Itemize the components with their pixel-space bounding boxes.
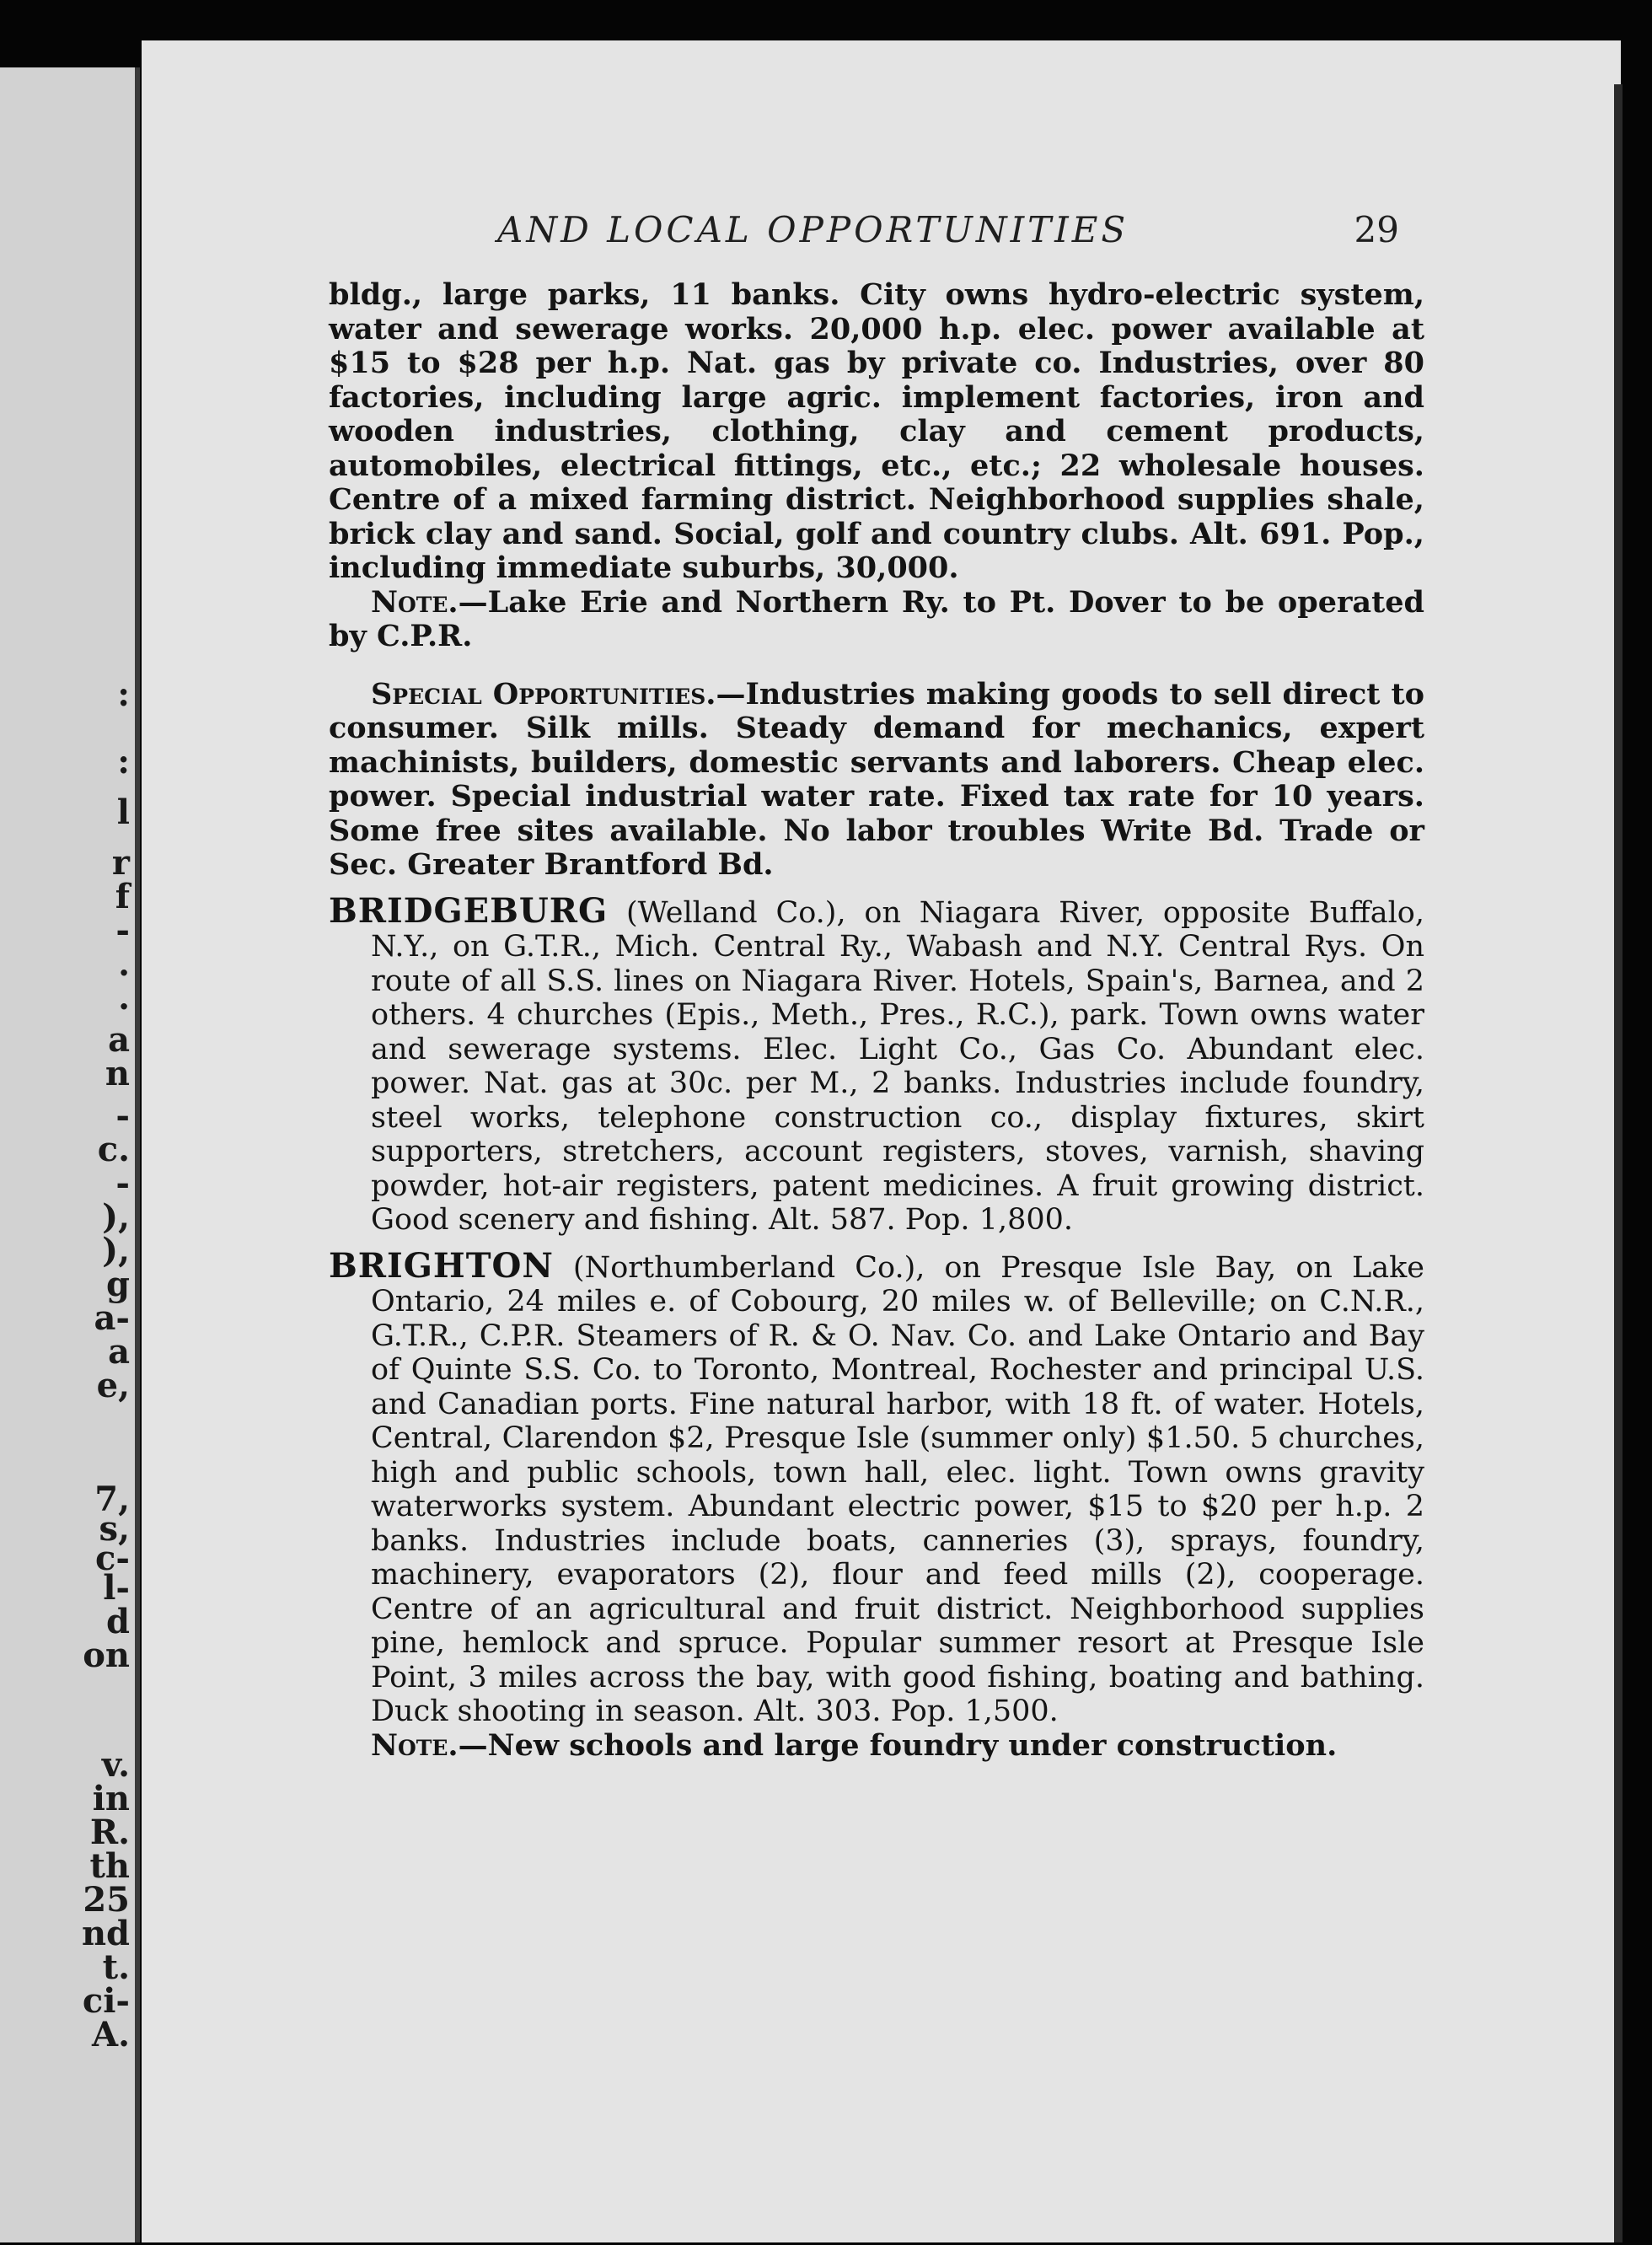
facing-page-fragment: l: [116, 792, 130, 832]
note-paragraph-2: [329, 1729, 1424, 1764]
facing-page-fragments: [0, 0, 135, 2245]
facing-page-fragment: -: [115, 1096, 130, 1136]
facing-page-fragment: R.: [89, 1813, 130, 1852]
facing-page-fragment: A.: [92, 2015, 130, 2054]
facing-page-fragment: -: [115, 1163, 130, 1203]
facing-page-fragment: -: [115, 910, 130, 950]
facing-page-fragment: th: [89, 1846, 130, 1886]
facing-page-fragment: g: [106, 1265, 130, 1304]
facing-page-fragment: nd: [81, 1914, 130, 1953]
note-label: Note.: [371, 584, 459, 620]
facing-page-fragment: :: [117, 674, 130, 714]
note-paragraph: [329, 586, 1424, 654]
facing-page-fragment: t.: [102, 1947, 130, 1987]
facing-page-fragment: a: [108, 1332, 130, 1372]
facing-page-fragment: e,: [96, 1366, 130, 1405]
page-body: [329, 278, 1424, 1763]
facing-page-fragment: ci-: [82, 1981, 130, 2021]
facing-page-fragment: d: [106, 1602, 130, 1641]
facing-page-fragment: a: [108, 1020, 130, 1060]
facing-page-fragment: .: [118, 978, 130, 1018]
facing-page-fragment: s,: [99, 1509, 130, 1549]
facing-page-fragment: on: [83, 1635, 130, 1675]
facing-page-fragment: 7,: [94, 1480, 130, 1519]
facing-page-fragment: n: [105, 1054, 130, 1093]
binding-fold: [135, 67, 140, 2242]
page-header: [371, 209, 1399, 260]
town-description: on Presque Isle Bay, on Lake Ontario, 24 miles e. of Cobourg, 20 miles w. of Belleville; on C.N.R., G.T.R., C.P.R. Steamers of R. & O. Nav. Co. and Lake Ontario and Bay of Quinte S.S. Co. to Toronto, Montreal, Rochester and principal U.S. and Canadian ports. Fine natural harbor, with 18 ft. of water. Hotels, Central, Clarendon $2, Presque Isle (summer only) $1.50. 5 churches, high and public schools, town hall, elec. light. Town owns gravity waterworks system. Abundant electric power, $15 to $20 per h.p. 2 banks. Industries include boats, canneries (3), sprays, foundry, machinery, evaporators (2), flour and feed mills (2), cooperage. Centre of an agricultural and fruit district. Neighborhood supplies pine, hemlock and spruce. Popular summer resort at Presque Isle Point, 3 miles across the bay, with good fishing, boating and bathing. Duck shooting in season. Alt. 303. Pop. 1,500.: [371, 1250, 1425, 1728]
running-head: AND LOCAL OPPORTUNITIES: [497, 209, 1129, 250]
facing-page-fragment: .: [118, 944, 130, 984]
facing-page-fragment: r: [111, 843, 130, 883]
facing-page-fragment: 25: [83, 1880, 130, 1920]
town-entry-brighton: [329, 1245, 1425, 1729]
facing-page-fragment: l-: [103, 1568, 130, 1608]
facing-page-fragment: ),: [102, 1231, 130, 1270]
note-label: Note.: [371, 1727, 459, 1763]
town-description: on Niagara River, opposite Buffalo, N.Y., on G.T.R., Mich. Central Ry., Wabash and N.Y. Central Rys. On route of all S.S. lines on Niagara River. Hotels, Spain's, Barnea, and 2 others. 4 churches (Epis., Meth., Pres., R.C.), park. Town owns water and sewerage systems. Elec. Light Co., Gas Co. Abundant elec. power. Nat. gas at 30c. per M., 2 banks. Industries include foundry, steel works, telephone construction co., display fixtures, skirt supporters, stretchers, account registers, stoves, varnish, shaving powder, hot-air registers, patent medicines. A fruit growing district. Good scenery and fishing. Alt. 587. Pop. 1,800.: [371, 895, 1424, 1237]
town-entry-bridgeburg: [329, 890, 1424, 1238]
facing-page-fragment: a-: [94, 1298, 130, 1338]
facing-page-fragment: f: [115, 877, 130, 916]
town-county: (Northumberland Co.),: [553, 1250, 925, 1285]
page-edge-shadow: [1614, 84, 1622, 2242]
special-opportunities-paragraph: [329, 678, 1424, 883]
note-text: —Lake Erie and Northern Ry. to Pt. Dover to be operated by C.P.R.: [329, 584, 1424, 653]
town-name: BRIGHTON: [329, 1245, 554, 1286]
town-county: (Welland Co.),: [608, 895, 846, 930]
facing-page-fragment: :: [117, 742, 130, 781]
special-opportunities-text: —Industries making goods to sell direct to consumer. Silk mills. Steady demand for mechanics, expert machinists, builders, domestic servants and laborers. Cheap elec. power. Special industrial water rate. Fixed tax rate for 10 years. Some free sites available. No labor troubles Write Bd. Trade or Sec. Greater Brantford Bd.: [329, 676, 1424, 882]
note-text: —New schools and large foundry under construction.: [458, 1727, 1338, 1763]
page-number: 29: [1354, 209, 1399, 250]
facing-page-fragment: ),: [102, 1197, 130, 1237]
town-name: BRIDGEBURG: [329, 890, 609, 931]
special-opportunities-label: Special Opportunities.: [371, 676, 716, 712]
facing-page-fragment: c.: [97, 1130, 130, 1169]
facing-page-fragment: c-: [95, 1539, 130, 1578]
continuation-paragraph: bldg., large parks, 11 banks. City owns hydro-electric system, water and sewerage works. 20,000 h.p. elec. power available at $15 to $28 per h.p. Nat. gas by private co. Industries, over 80 factories, including large agric. implement factories, iron and wooden industries, clothing, clay and cement products, automobiles, electrical fittings, etc., etc.; 22 wholesale houses. Centre of a mixed farming district. Neighborhood supplies shale, brick clay and sand. Social, golf and country clubs. Alt. 691. Pop., including immediate suburbs, 30,000.: [329, 277, 1424, 585]
facing-page-fragment: in: [92, 1779, 130, 1818]
facing-page-fragment: v.: [101, 1745, 130, 1785]
